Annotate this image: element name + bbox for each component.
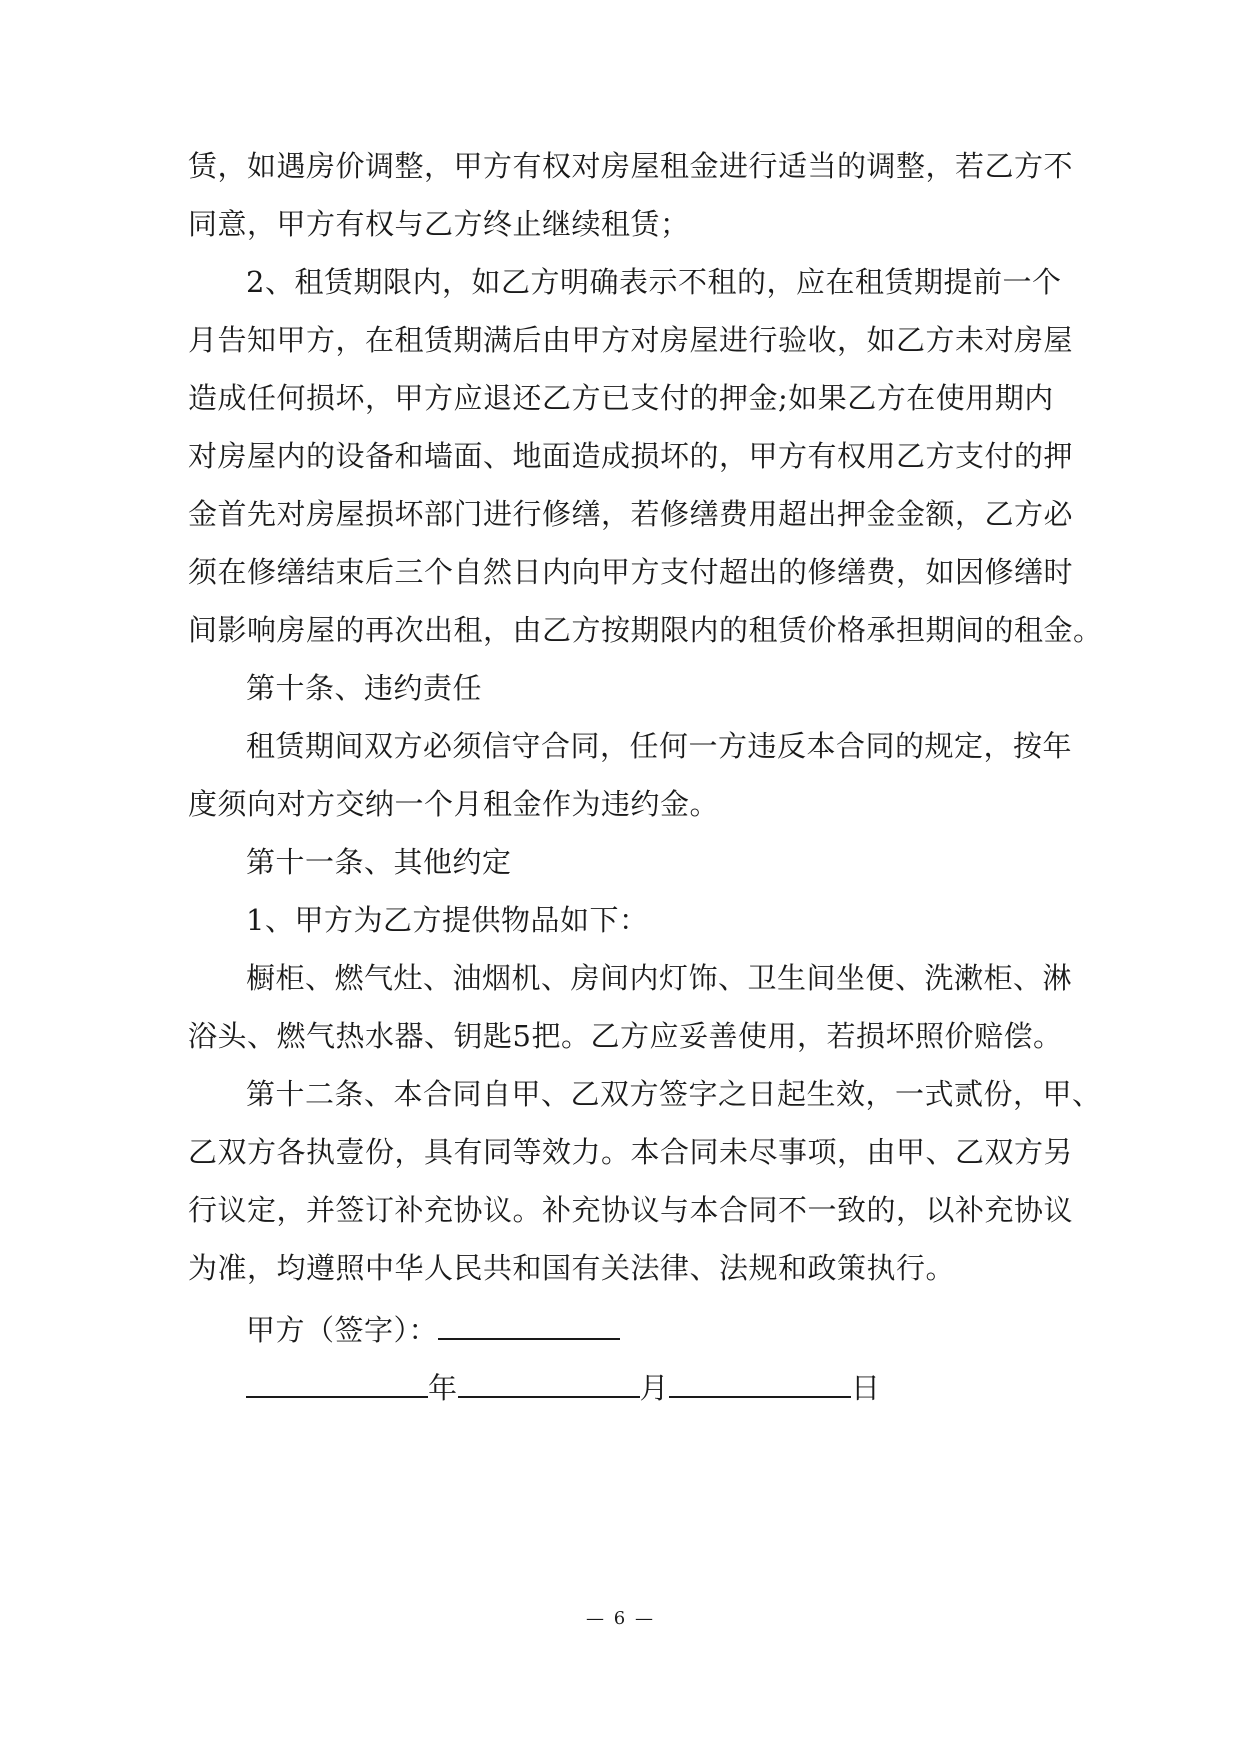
paragraph-line: 橱柜、燃气灶、油烟机、房间内灯饰、卫生间坐便、洗漱柜、淋 [246,961,1073,995]
paragraph-line: 须在修缮结束后三个自然日内向甲方支付超出的修缮费，如因修缮时 [188,555,1074,589]
paragraph-line: 行议定，并签订补充协议。补充协议与本合同不一致的，以补充协议 [188,1193,1074,1227]
signature-blank [438,1308,620,1340]
paragraph-line: 对房屋内的设备和墙面、地面造成损坏的，甲方有权用乙方支付的押 [188,439,1074,473]
day-label: 日 [851,1371,881,1405]
month-label: 月 [639,1371,670,1405]
section-heading: 第十一条、其他约定 [246,845,512,879]
paragraph-line: 赁，如遇房价调整，甲方有权对房屋租金进行适当的调整，若乙方不 [188,149,1074,183]
paragraph-line: 金首先对房屋损坏部门进行修缮，若修缮费用超出押金金额，乙方必 [188,497,1074,531]
signature-line [246,1308,620,1348]
paragraph-line: 为准，均遵照中华人民共和国有关法律、法规和政策执行。 [188,1251,956,1285]
paragraph-line: 2、租赁期限内，如乙方明确表示不租的，应在租赁期提前一个 [246,265,1062,299]
day-blank [669,1366,851,1398]
paragraph-line: 造成任何损坏，甲方应退还乙方已支付的押金;如果乙方在使用期内 [188,381,1054,415]
year-label: 年 [428,1371,458,1405]
paragraph-line: 间影响房屋的再次出租，由乙方按期限内的租赁价格承担期间的租金。 [188,613,1103,647]
page-number: — 6 — [586,1608,655,1629]
paragraph-line: 度须向对方交纳一个月租金作为违约金。 [188,787,720,821]
date-line [246,1366,881,1406]
year-blank [246,1366,428,1398]
paragraph-line: 乙双方各执壹份，具有同等效力。本合同未尽事项，由甲、乙双方另 [188,1135,1074,1169]
paragraph-line: 月告知甲方，在租赁期满后由甲方对房屋进行验收，如乙方未对房屋 [188,323,1074,357]
paragraph-line: 浴头、燃气热水器、钥匙5把。乙方应妥善使用，若损坏照价赔偿。 [188,1019,1063,1053]
paragraph-line: 同意，甲方有权与乙方终止继续租赁； [188,207,690,241]
signature-label: 甲方（签字）： [246,1313,439,1347]
paragraph-line: 租赁期间双方必须信守合同，任何一方违反本合同的规定，按年 [246,729,1073,763]
paragraph-line: 1、甲方为乙方提供物品如下： [246,903,649,937]
section-heading: 第十条、违约责任 [246,671,483,705]
paragraph-line: 第十二条、本合同自甲、乙双方签字之日起生效，一式贰份，甲、 [246,1077,1102,1111]
month-blank [458,1366,640,1398]
